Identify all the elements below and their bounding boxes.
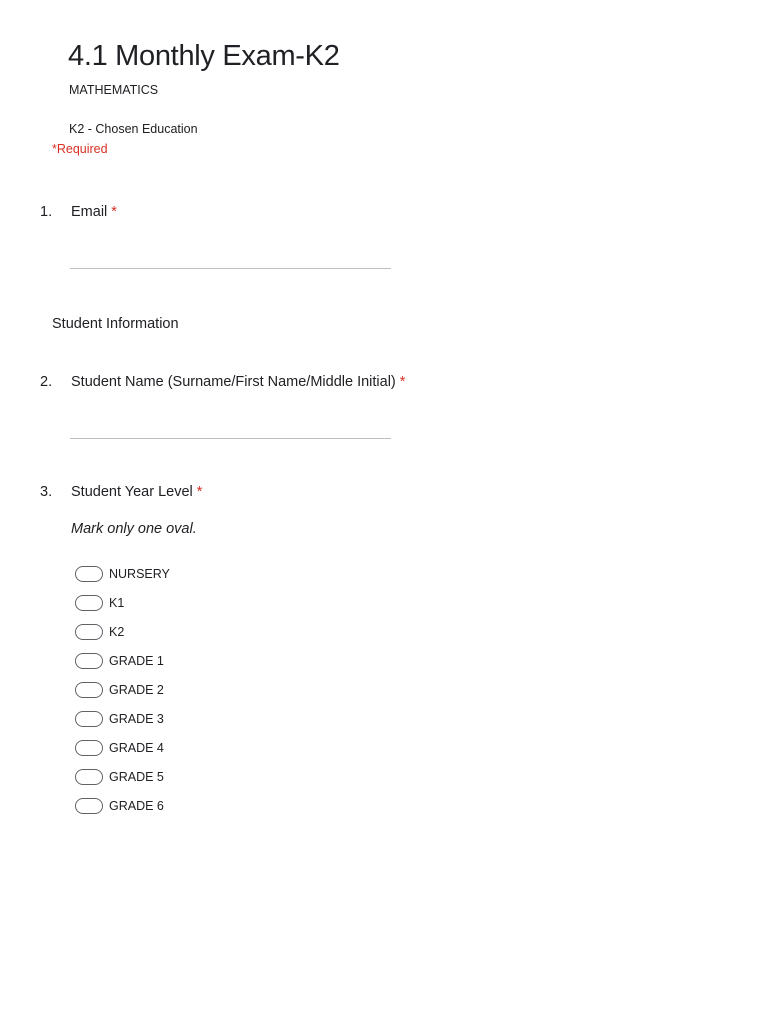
question-2-required-mark: * [399,374,406,390]
question-1-text: Email [71,204,108,220]
year-level-options [75,559,170,820]
question-3-label [71,484,202,500]
email-answer-field[interactable] [70,268,391,269]
question-3-text: Student Year Level [71,484,193,500]
form-organization: K2 - Chosen Education [69,122,198,136]
student-name-answer-field[interactable] [70,438,391,439]
year-level-option-grade-4[interactable] [75,733,170,762]
question-3-required-mark: * [196,484,203,500]
radio-oval[interactable] [75,769,103,785]
question-2-label [71,374,405,390]
form-subtitle: MATHEMATICS [69,83,159,97]
year-level-option-grade-2[interactable] [75,675,170,704]
option-label: GRADE 3 [109,711,164,726]
option-label: GRADE 1 [109,653,164,668]
option-label: NURSERY [109,566,170,581]
question-2-number: 2. [40,374,53,390]
question-1-label [71,204,117,220]
radio-oval[interactable] [75,711,103,727]
question-3-number: 3. [40,484,53,500]
option-label: GRADE 6 [109,798,164,813]
radio-oval[interactable] [75,595,103,611]
question-3-instruction: Mark only one oval. [71,521,197,537]
year-level-option-k2[interactable] [75,617,170,646]
required-note: *Required [52,142,108,156]
year-level-option-grade-5[interactable] [75,762,170,791]
year-level-option-nursery[interactable] [75,559,170,588]
radio-oval[interactable] [75,682,103,698]
year-level-option-grade-1[interactable] [75,646,170,675]
option-label: K2 [109,624,125,639]
question-2-text: Student Name (Surname/First Name/Middle Initial) [71,374,396,390]
radio-oval[interactable] [75,624,103,640]
radio-oval[interactable] [75,566,103,582]
option-label: GRADE 5 [109,769,164,784]
option-label: K1 [109,595,125,610]
option-label: GRADE 4 [109,740,164,755]
radio-oval[interactable] [75,653,103,669]
form-title: 4.1 Monthly Exam-K2 [68,40,340,72]
year-level-option-grade-6[interactable] [75,791,170,820]
section-title-student-information: Student Information [52,316,179,332]
question-1-number: 1. [40,204,53,220]
year-level-option-k1[interactable] [75,588,170,617]
option-label: GRADE 2 [109,682,164,697]
question-1-required-mark: * [111,204,117,220]
radio-oval[interactable] [75,798,103,814]
radio-oval[interactable] [75,740,103,756]
year-level-option-grade-3[interactable] [75,704,170,733]
